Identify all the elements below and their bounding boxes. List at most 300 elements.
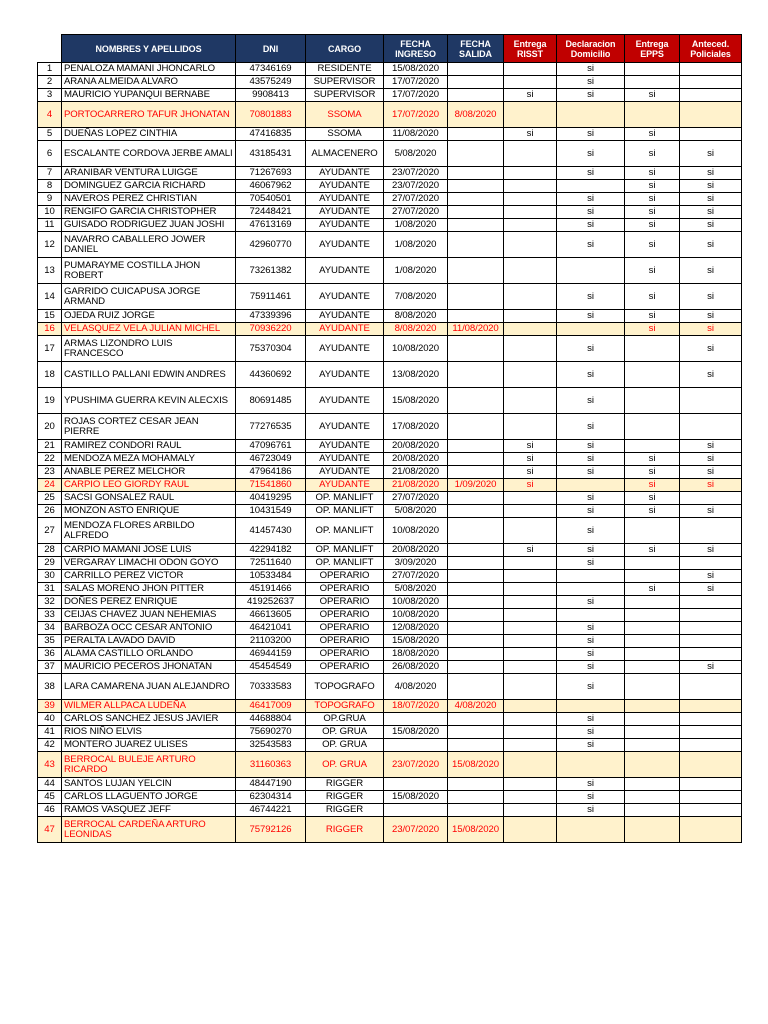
header-cargo: CARGO <box>306 35 384 63</box>
entrega-risst-cell <box>504 739 557 752</box>
entrega-risst-cell <box>504 778 557 791</box>
fecha-salida-cell <box>448 128 504 141</box>
declaracion-domicilio-cell: si <box>557 167 625 180</box>
entrega-risst-cell <box>504 700 557 713</box>
dni-cell: 41457430 <box>236 518 306 544</box>
entrega-risst-cell <box>504 713 557 726</box>
antecedentes-cell: si <box>680 440 742 453</box>
dni-cell: 419252637 <box>236 596 306 609</box>
table-row <box>38 791 742 804</box>
row-number: 29 <box>38 557 62 570</box>
entrega-risst-cell <box>504 648 557 661</box>
declaracion-domicilio-cell: si <box>557 336 625 362</box>
table-row <box>38 102 742 128</box>
cargo-cell: AYUDANTE <box>306 323 384 336</box>
row-number: 6 <box>38 141 62 167</box>
fecha-salida-cell <box>448 440 504 453</box>
table-row <box>38 622 742 635</box>
fecha-ingreso-cell: 15/08/2020 <box>384 726 448 739</box>
fecha-ingreso-cell: 21/08/2020 <box>384 466 448 479</box>
table-row <box>38 206 742 219</box>
entrega-epps-cell <box>625 570 680 583</box>
table-header <box>38 35 742 63</box>
fecha-salida-cell <box>448 141 504 167</box>
declaracion-domicilio-cell: si <box>557 739 625 752</box>
fecha-ingreso-cell: 26/08/2020 <box>384 661 448 674</box>
cargo-cell: RESIDENTE <box>306 63 384 76</box>
declaracion-domicilio-cell: si <box>557 674 625 700</box>
cargo-cell: OP. MANLIFT <box>306 492 384 505</box>
antecedentes-cell: si <box>680 661 742 674</box>
row-number: 3 <box>38 89 62 102</box>
dni-cell: 10431549 <box>236 505 306 518</box>
table-row <box>38 167 742 180</box>
cargo-cell: RIGGER <box>306 817 384 843</box>
row-number: 45 <box>38 791 62 804</box>
dni-cell: 44360692 <box>236 362 306 388</box>
row-number: 41 <box>38 726 62 739</box>
table-row <box>38 583 742 596</box>
employee-name: CARRILLO PEREZ VICTOR <box>62 570 236 583</box>
entrega-risst-cell <box>504 310 557 323</box>
declaracion-domicilio-cell: si <box>557 76 625 89</box>
fecha-ingreso-cell: 27/07/2020 <box>384 570 448 583</box>
declaracion-domicilio-cell: si <box>557 635 625 648</box>
row-number: 25 <box>38 492 62 505</box>
fecha-ingreso-cell: 5/08/2020 <box>384 141 448 167</box>
entrega-epps-cell <box>625 726 680 739</box>
table-row <box>38 89 742 102</box>
table-row <box>38 258 742 284</box>
dni-cell: 72448421 <box>236 206 306 219</box>
fecha-salida-cell <box>448 63 504 76</box>
fecha-salida-cell: 1/09/2020 <box>448 479 504 492</box>
fecha-ingreso-cell: 1/08/2020 <box>384 232 448 258</box>
fecha-ingreso-cell: 20/08/2020 <box>384 453 448 466</box>
antecedentes-cell: si <box>680 583 742 596</box>
fecha-ingreso-cell: 23/07/2020 <box>384 180 448 193</box>
entrega-risst-cell <box>504 596 557 609</box>
fecha-ingreso-cell: 8/08/2020 <box>384 323 448 336</box>
employee-name: PERALTA LAVADO DAVID <box>62 635 236 648</box>
fecha-ingreso-cell: 4/08/2020 <box>384 674 448 700</box>
entrega-risst-cell: si <box>504 479 557 492</box>
employee-name: BERROCAL CARDEÑA ARTURO LEONIDAS <box>62 817 236 843</box>
employee-name: GARRIDO CUICAPUSA JORGE ARMAND <box>62 284 236 310</box>
entrega-epps-cell <box>625 557 680 570</box>
entrega-risst-cell <box>504 674 557 700</box>
cargo-cell: OP. MANLIFT <box>306 557 384 570</box>
fecha-salida-cell <box>448 310 504 323</box>
cargo-cell: OP. GRUA <box>306 726 384 739</box>
dni-cell: 77276535 <box>236 414 306 440</box>
employee-name: NAVARRO CABALLERO JOWER DANIEL <box>62 232 236 258</box>
fecha-salida-cell <box>448 193 504 206</box>
declaracion-domicilio-cell: si <box>557 63 625 76</box>
cargo-cell: RIGGER <box>306 804 384 817</box>
fecha-ingreso-cell: 11/08/2020 <box>384 128 448 141</box>
entrega-epps-cell: si <box>625 583 680 596</box>
entrega-epps-cell: si <box>625 479 680 492</box>
declaracion-domicilio-cell <box>557 609 625 622</box>
entrega-epps-cell: si <box>625 206 680 219</box>
cargo-cell: OP. GRUA <box>306 752 384 778</box>
entrega-epps-cell <box>625 778 680 791</box>
entrega-risst-cell <box>504 362 557 388</box>
cargo-cell: TOPOGRAFO <box>306 700 384 713</box>
fecha-salida-cell <box>448 518 504 544</box>
employee-name: SANTOS LUJAN YELCIN <box>62 778 236 791</box>
entrega-epps-cell: si <box>625 310 680 323</box>
declaracion-domicilio-cell: si <box>557 492 625 505</box>
entrega-risst-cell <box>504 791 557 804</box>
row-number: 7 <box>38 167 62 180</box>
fecha-salida-cell <box>448 778 504 791</box>
fecha-salida-cell <box>448 219 504 232</box>
antecedentes-cell <box>680 492 742 505</box>
row-number: 31 <box>38 583 62 596</box>
employee-name: MENDOZA FLORES ARBILDO ALFREDO <box>62 518 236 544</box>
dni-cell: 45191466 <box>236 583 306 596</box>
row-number: 26 <box>38 505 62 518</box>
antecedentes-cell: si <box>680 141 742 167</box>
fecha-ingreso-cell: 23/07/2020 <box>384 167 448 180</box>
header-fecha-salida: FECHA SALIDA <box>448 35 504 63</box>
antecedentes-cell: si <box>680 570 742 583</box>
row-number: 39 <box>38 700 62 713</box>
entrega-epps-cell: si <box>625 167 680 180</box>
entrega-risst-cell <box>504 518 557 544</box>
employee-name: BARBOZA OCC CESAR ANTONIO <box>62 622 236 635</box>
declaracion-domicilio-cell: si <box>557 388 625 414</box>
declaracion-domicilio-cell: si <box>557 544 625 557</box>
employee-name: MONTERO JUAREZ ULISES <box>62 739 236 752</box>
declaracion-domicilio-cell <box>557 570 625 583</box>
employee-name: NAVEROS PEREZ CHRISTIAN <box>62 193 236 206</box>
fecha-ingreso-cell: 23/07/2020 <box>384 752 448 778</box>
table-row <box>38 193 742 206</box>
row-number: 8 <box>38 180 62 193</box>
entrega-risst-cell <box>504 492 557 505</box>
fecha-salida-cell <box>448 661 504 674</box>
entrega-risst-cell <box>504 323 557 336</box>
antecedentes-cell <box>680 778 742 791</box>
declaracion-domicilio-cell: si <box>557 791 625 804</box>
fecha-ingreso-cell: 17/07/2020 <box>384 102 448 128</box>
fecha-salida-cell <box>448 89 504 102</box>
employee-name: ANABLE PEREZ MELCHOR <box>62 466 236 479</box>
antecedentes-cell <box>680 518 742 544</box>
cargo-cell: SUPERVISOR <box>306 89 384 102</box>
entrega-epps-cell: si <box>625 258 680 284</box>
dni-cell: 45454549 <box>236 661 306 674</box>
declaracion-domicilio-cell <box>557 583 625 596</box>
table-row <box>38 557 742 570</box>
declaracion-domicilio-cell: si <box>557 505 625 518</box>
cargo-cell: OP. MANLIFT <box>306 518 384 544</box>
fecha-salida-cell <box>448 466 504 479</box>
antecedentes-cell <box>680 648 742 661</box>
table-row <box>38 440 742 453</box>
entrega-epps-cell <box>625 739 680 752</box>
antecedentes-cell <box>680 752 742 778</box>
row-number: 43 <box>38 752 62 778</box>
antecedentes-cell <box>680 791 742 804</box>
cargo-cell: AYUDANTE <box>306 336 384 362</box>
entrega-epps-cell: si <box>625 193 680 206</box>
table-row <box>38 479 742 492</box>
entrega-risst-cell <box>504 661 557 674</box>
header-row <box>38 35 742 63</box>
employee-name: DOÑES PEREZ ENRIQUE <box>62 596 236 609</box>
table-row <box>38 310 742 323</box>
fecha-salida-cell <box>448 414 504 440</box>
entrega-epps-cell: si <box>625 505 680 518</box>
entrega-epps-cell <box>625 102 680 128</box>
dni-cell: 47964186 <box>236 466 306 479</box>
fecha-ingreso-cell: 7/08/2020 <box>384 284 448 310</box>
table-row <box>38 739 742 752</box>
cargo-cell: ALMACENERO <box>306 141 384 167</box>
fecha-salida-cell <box>448 505 504 518</box>
entrega-epps-cell: si <box>625 492 680 505</box>
fecha-ingreso-cell: 15/08/2020 <box>384 388 448 414</box>
antecedentes-cell <box>680 739 742 752</box>
fecha-salida-cell <box>448 544 504 557</box>
declaracion-domicilio-cell: si <box>557 219 625 232</box>
employee-name: ALAMA CASTILLO ORLANDO <box>62 648 236 661</box>
table-row <box>38 63 742 76</box>
declaracion-domicilio-cell: si <box>557 726 625 739</box>
row-number: 24 <box>38 479 62 492</box>
row-number: 21 <box>38 440 62 453</box>
fecha-ingreso-cell: 27/07/2020 <box>384 492 448 505</box>
fecha-ingreso-cell: 5/08/2020 <box>384 583 448 596</box>
antecedentes-cell: si <box>680 323 742 336</box>
dni-cell: 72511640 <box>236 557 306 570</box>
table-row <box>38 466 742 479</box>
fecha-ingreso-cell: 13/08/2020 <box>384 362 448 388</box>
entrega-risst-cell <box>504 752 557 778</box>
antecedentes-cell <box>680 128 742 141</box>
entrega-risst-cell <box>504 180 557 193</box>
declaracion-domicilio-cell: si <box>557 193 625 206</box>
fecha-ingreso-cell: 1/08/2020 <box>384 219 448 232</box>
declaracion-domicilio-cell <box>557 323 625 336</box>
dni-cell: 47339396 <box>236 310 306 323</box>
entrega-risst-cell: si <box>504 453 557 466</box>
employee-name: CASTILLO PALLANI EDWIN ANDRES <box>62 362 236 388</box>
row-number: 37 <box>38 661 62 674</box>
table-row <box>38 596 742 609</box>
entrega-epps-cell: si <box>625 232 680 258</box>
fecha-ingreso-cell: 27/07/2020 <box>384 206 448 219</box>
employee-name: ARANA ALMEIDA ALVARO <box>62 76 236 89</box>
table-row <box>38 232 742 258</box>
cargo-cell: AYUDANTE <box>306 284 384 310</box>
antecedentes-cell <box>680 76 742 89</box>
cargo-cell: AYUDANTE <box>306 258 384 284</box>
employee-name: SALAS MORENO JHON PITTER <box>62 583 236 596</box>
dni-cell: 40419295 <box>236 492 306 505</box>
cargo-cell: OPERARIO <box>306 661 384 674</box>
antecedentes-cell: si <box>680 206 742 219</box>
fecha-salida-cell <box>448 674 504 700</box>
antecedentes-cell: si <box>680 362 742 388</box>
fecha-salida-cell <box>448 622 504 635</box>
declaracion-domicilio-cell: si <box>557 518 625 544</box>
fecha-salida-cell: 15/08/2020 <box>448 817 504 843</box>
row-number: 28 <box>38 544 62 557</box>
cargo-cell: AYUDANTE <box>306 453 384 466</box>
dni-cell: 62304314 <box>236 791 306 804</box>
row-number: 32 <box>38 596 62 609</box>
antecedentes-cell <box>680 63 742 76</box>
declaracion-domicilio-cell: si <box>557 310 625 323</box>
row-number: 38 <box>38 674 62 700</box>
antecedentes-cell: si <box>680 180 742 193</box>
entrega-risst-cell <box>504 609 557 622</box>
antecedentes-cell: si <box>680 336 742 362</box>
employee-name: ARMAS LIZONDRO LUIS FRANCESCO <box>62 336 236 362</box>
fecha-ingreso-cell: 15/08/2020 <box>384 635 448 648</box>
dni-cell: 47416835 <box>236 128 306 141</box>
antecedentes-cell: si <box>680 258 742 284</box>
fecha-salida-cell: 11/08/2020 <box>448 323 504 336</box>
cargo-cell: AYUDANTE <box>306 193 384 206</box>
dni-cell: 70801883 <box>236 102 306 128</box>
row-number: 22 <box>38 453 62 466</box>
antecedentes-cell: si <box>680 193 742 206</box>
entrega-risst-cell <box>504 284 557 310</box>
entrega-risst-cell <box>504 141 557 167</box>
fecha-salida-cell <box>448 596 504 609</box>
entrega-epps-cell <box>625 752 680 778</box>
fecha-salida-cell <box>448 258 504 284</box>
dni-cell: 10533484 <box>236 570 306 583</box>
fecha-salida-cell <box>448 492 504 505</box>
dni-cell: 75792126 <box>236 817 306 843</box>
entrega-risst-cell <box>504 635 557 648</box>
dni-cell: 80691485 <box>236 388 306 414</box>
entrega-risst-cell: si <box>504 89 557 102</box>
dni-cell: 71267693 <box>236 167 306 180</box>
entrega-epps-cell <box>625 791 680 804</box>
entrega-epps-cell <box>625 804 680 817</box>
dni-cell: 44688804 <box>236 713 306 726</box>
cargo-cell: AYUDANTE <box>306 206 384 219</box>
antecedentes-cell <box>680 700 742 713</box>
table-row <box>38 700 742 713</box>
cargo-cell: OP. MANLIFT <box>306 505 384 518</box>
cargo-cell: SSOMA <box>306 102 384 128</box>
employee-name: OJEDA RUIZ JORGE <box>62 310 236 323</box>
row-number: 14 <box>38 284 62 310</box>
employee-name: MENDOZA MEZA MOHAMALY <box>62 453 236 466</box>
table-row <box>38 505 742 518</box>
employee-name: ROJAS CORTEZ CESAR JEAN PIERRE <box>62 414 236 440</box>
fecha-ingreso-cell: 10/08/2020 <box>384 518 448 544</box>
declaracion-domicilio-cell: si <box>557 596 625 609</box>
antecedentes-cell: si <box>680 167 742 180</box>
dni-cell: 46417009 <box>236 700 306 713</box>
entrega-epps-cell <box>625 674 680 700</box>
declaracion-domicilio-cell: si <box>557 232 625 258</box>
fecha-ingreso-cell: 12/08/2020 <box>384 622 448 635</box>
cargo-cell: AYUDANTE <box>306 362 384 388</box>
table-row <box>38 128 742 141</box>
table-row <box>38 635 742 648</box>
fecha-ingreso-cell: 20/08/2020 <box>384 544 448 557</box>
dni-cell: 32543583 <box>236 739 306 752</box>
declaracion-domicilio-cell: si <box>557 661 625 674</box>
entrega-epps-cell <box>625 622 680 635</box>
entrega-epps-cell: si <box>625 323 680 336</box>
employee-name: ESCALANTE CORDOVA JERBE AMALI <box>62 141 236 167</box>
fecha-ingreso-cell: 10/08/2020 <box>384 336 448 362</box>
declaracion-domicilio-cell: si <box>557 466 625 479</box>
row-number: 10 <box>38 206 62 219</box>
employee-name: ARANIBAR VENTURA LUIGGE <box>62 167 236 180</box>
entrega-epps-cell <box>625 440 680 453</box>
fecha-salida-cell <box>448 336 504 362</box>
entrega-epps-cell <box>625 63 680 76</box>
entrega-epps-cell <box>625 609 680 622</box>
table-row <box>38 778 742 791</box>
fecha-ingreso-cell: 8/08/2020 <box>384 310 448 323</box>
employee-name: MAURICIO PECEROS JHONATAN <box>62 661 236 674</box>
antecedentes-cell <box>680 388 742 414</box>
employee-name: PENALOZA MAMANI JHONCARLO <box>62 63 236 76</box>
table-row <box>38 492 742 505</box>
row-number: 44 <box>38 778 62 791</box>
fecha-salida-cell <box>448 570 504 583</box>
dni-cell: 21103200 <box>236 635 306 648</box>
row-number: 36 <box>38 648 62 661</box>
dni-cell: 70333583 <box>236 674 306 700</box>
cargo-cell: AYUDANTE <box>306 388 384 414</box>
row-number: 35 <box>38 635 62 648</box>
entrega-epps-cell <box>625 414 680 440</box>
cargo-cell: TOPOGRAFO <box>306 674 384 700</box>
antecedentes-cell: si <box>680 310 742 323</box>
row-number: 30 <box>38 570 62 583</box>
header-index <box>38 35 62 63</box>
entrega-risst-cell <box>504 505 557 518</box>
fecha-ingreso-cell: 17/07/2020 <box>384 76 448 89</box>
row-number: 9 <box>38 193 62 206</box>
cargo-cell: OPERARIO <box>306 635 384 648</box>
declaracion-domicilio-cell <box>557 258 625 284</box>
entrega-epps-cell <box>625 713 680 726</box>
fecha-salida-cell: 15/08/2020 <box>448 752 504 778</box>
entrega-epps-cell: si <box>625 141 680 167</box>
row-number: 40 <box>38 713 62 726</box>
fecha-ingreso-cell: 15/08/2020 <box>384 63 448 76</box>
entrega-risst-cell: si <box>504 466 557 479</box>
dni-cell: 46944159 <box>236 648 306 661</box>
entrega-risst-cell <box>504 193 557 206</box>
antecedentes-cell <box>680 102 742 128</box>
entrega-risst-cell: si <box>504 128 557 141</box>
cargo-cell: OPERARIO <box>306 622 384 635</box>
fecha-ingreso-cell: 1/08/2020 <box>384 258 448 284</box>
antecedentes-cell <box>680 609 742 622</box>
antecedentes-cell <box>680 596 742 609</box>
declaracion-domicilio-cell: si <box>557 622 625 635</box>
fecha-salida-cell <box>448 583 504 596</box>
entrega-risst-cell <box>504 622 557 635</box>
